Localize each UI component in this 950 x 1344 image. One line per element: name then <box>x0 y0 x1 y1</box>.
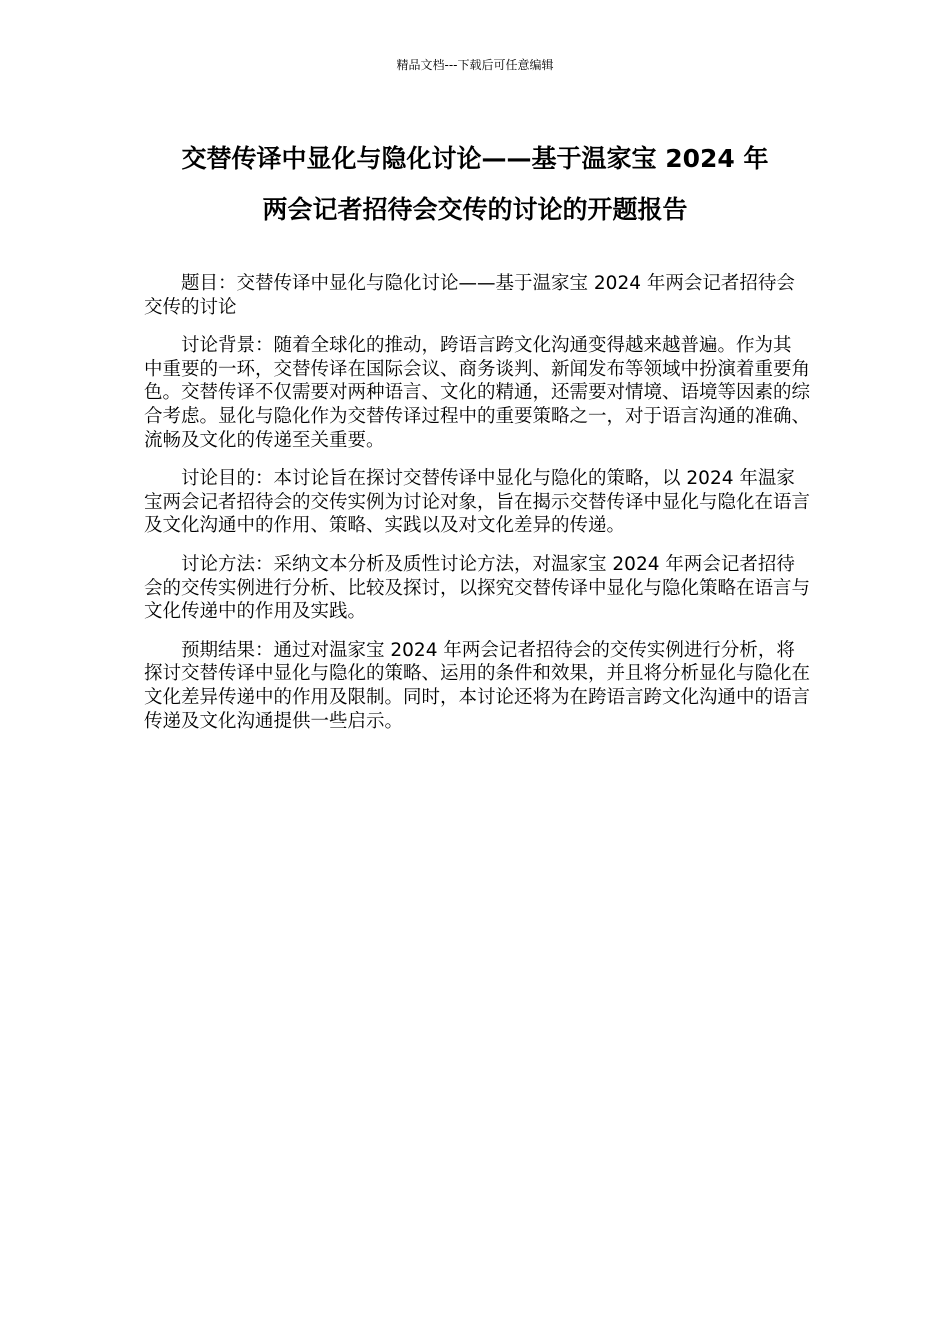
paragraph-purpose <box>144 467 810 538</box>
paragraph-background <box>144 334 810 452</box>
paragraph-text: 随着全球化的推动，跨语言跨文化沟通变得越来越普遍。作为其中重要的一环，交替传译在国际会议、商务谈判、新闻发布等领域中扮演着重要角色。交替传译不仅需要对两种语言、文化的精通，还需要对情境、语境等因素的综合考虑。显化与隐化作为交替传译过程中的重要策略之一，对于语言沟通的准确、流畅及文化的传递至关重要。 <box>144 335 811 451</box>
paragraph-method <box>144 553 810 624</box>
document-title <box>130 133 820 235</box>
title-line-1: 交替传译中显化与隐化讨论——基于温家宝 2024 年 <box>181 144 769 173</box>
paragraph-label: 讨论方法： <box>181 553 274 575</box>
paragraph-label: 预期结果： <box>181 639 274 661</box>
paragraph-label: 题目： <box>181 273 237 294</box>
paragraph-label: 讨论目的： <box>181 468 274 490</box>
title-line-2: 两会记者招待会交传的讨论的开题报告 <box>262 195 688 224</box>
paragraph-topic <box>144 272 810 319</box>
paragraph-label: 讨论背景： <box>181 335 274 357</box>
header-note: 精品文档---下载后可任意编辑 <box>396 58 554 72</box>
paragraph-expected-results <box>144 639 810 733</box>
document-body <box>144 272 810 748</box>
paragraph-text: 交替传译中显化与隐化讨论——基于温家宝 2024 年两会记者招待会交传的讨论 <box>144 273 795 318</box>
paragraph-text: 本讨论旨在探讨交替传译中显化与隐化的策略，以 2024 年温家宝两会记者招待会的交传实例为讨论对象，旨在揭示交替传译中显化与隐化在语言及文化沟通中的作用、策略、实践以及对文化差异的传递。 <box>144 468 811 537</box>
paragraph-text: 采纳文本分析及质性讨论方法，对温家宝 2024 年两会记者招待会的交传实例进行分析、比较及探讨，以探究交替传译中显化与隐化策略在语言与文化传递中的作用及实践。 <box>144 553 811 623</box>
paragraph-text: 通过对温家宝 2024 年两会记者招待会的交传实例进行分析，将探讨交替传译中显化与隐化的策略、运用的条件和效果，并且将分析显化与隐化在文化差异传递中的作用及限制。同时，本讨论还将为在跨语言跨文化沟通中的语言传递及文化沟通提供一些启示。 <box>144 639 811 732</box>
